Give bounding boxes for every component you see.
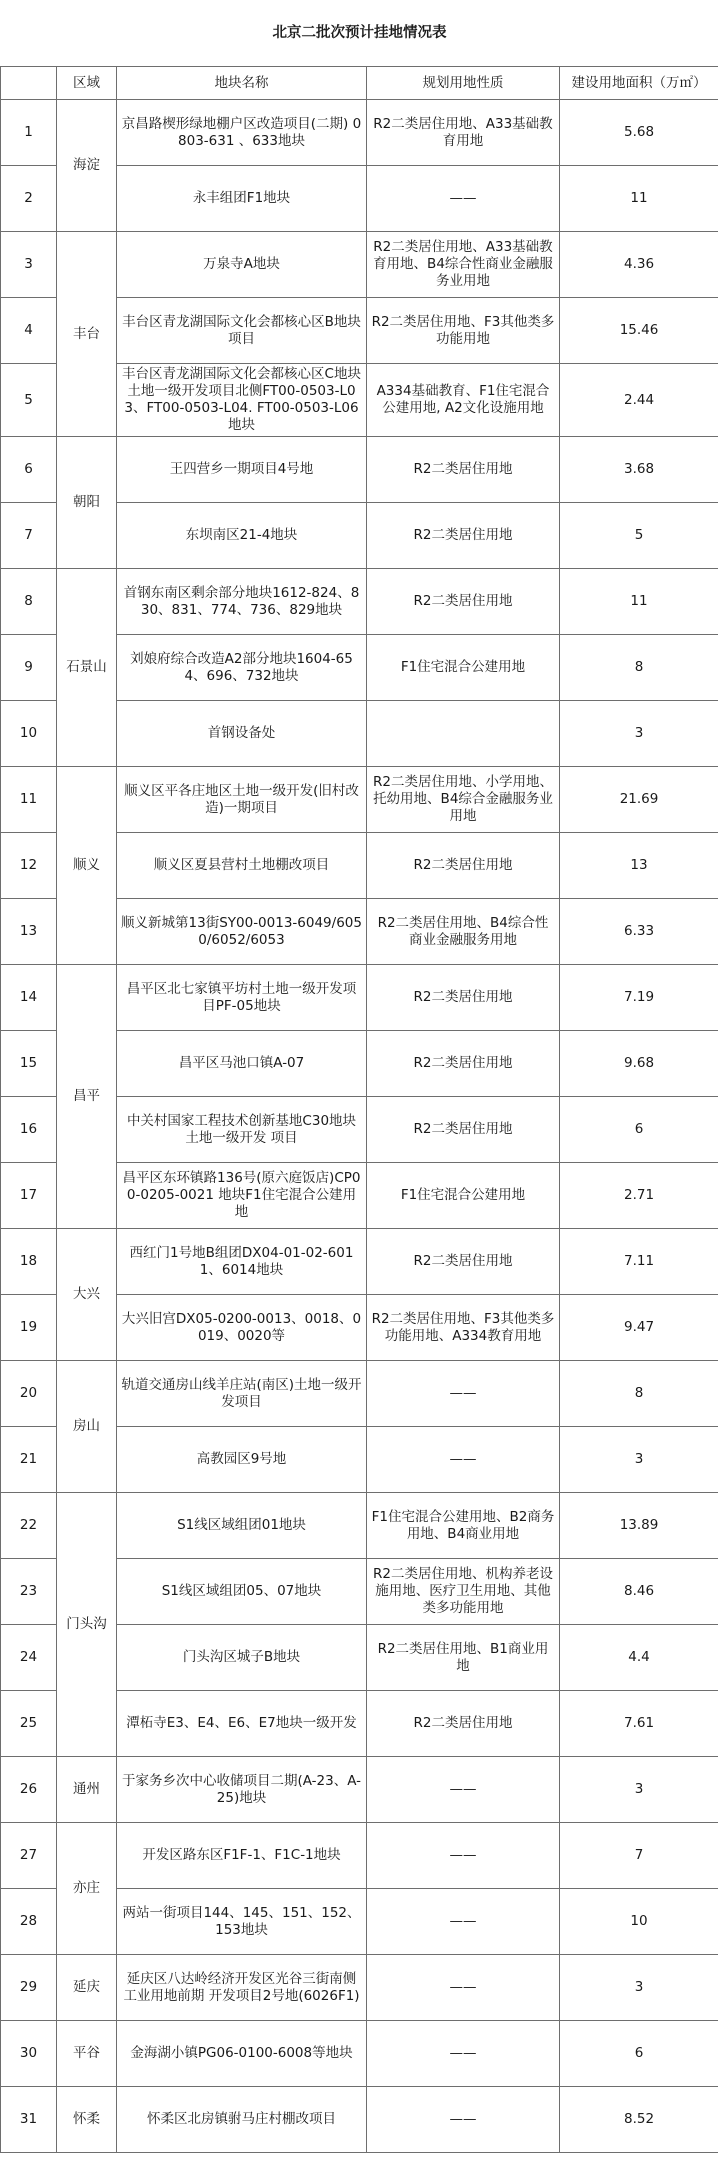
parcel-name-cell: 大兴旧宫DX05-0200-0013、0018、0019、0020等	[117, 1295, 367, 1361]
row-index: 18	[1, 1229, 57, 1295]
district-cell: 昌平	[57, 965, 117, 1229]
land-use-cell: A334基础教育、F1住宅混合公建用地, A2文化设施用地	[367, 364, 560, 437]
row-index: 13	[1, 899, 57, 965]
parcel-name-cell: 万泉寺A地块	[117, 232, 367, 298]
table-row	[1, 1823, 718, 1889]
parcel-name-cell: 于家务乡次中心收储项目二期(A-23、A-25)地块	[117, 1757, 367, 1823]
table-row	[1, 437, 718, 503]
table-title: 北京二批次预计挂地情况表	[1, 1, 718, 67]
land-use-cell: ——	[367, 1823, 560, 1889]
district-cell: 延庆	[57, 1955, 117, 2021]
row-index: 21	[1, 1427, 57, 1493]
row-index: 20	[1, 1361, 57, 1427]
district-cell: 房山	[57, 1361, 117, 1493]
land-use-cell: R2二类居住用地、A33基础教育用地	[367, 100, 560, 166]
parcel-name-cell: 顺义新城第13街SY00-0013-6049/6050/6052/6053	[117, 899, 367, 965]
land-use-cell: ——	[367, 1955, 560, 2021]
parcel-name-cell: 门头沟区城子B地块	[117, 1625, 367, 1691]
row-index: 11	[1, 767, 57, 833]
parcel-name-cell: S1线区域组团05、07地块	[117, 1559, 367, 1625]
table-row	[1, 1229, 718, 1295]
row-index: 16	[1, 1097, 57, 1163]
area-cell: 9.68	[560, 1031, 718, 1097]
parcel-name-cell: 王四营乡一期项目4号地	[117, 437, 367, 503]
district-cell: 朝阳	[57, 437, 117, 569]
parcel-name-cell: 潭柘寺E3、E4、E6、E7地块一级开发	[117, 1691, 367, 1757]
land-use-cell: R2二类居住用地	[367, 965, 560, 1031]
area-cell: 21.69	[560, 767, 718, 833]
table-row	[1, 1493, 718, 1559]
parcel-name-cell: 永丰组团F1地块	[117, 166, 367, 232]
row-index: 3	[1, 232, 57, 298]
area-cell: 3.68	[560, 437, 718, 503]
land-use-cell: ——	[367, 1361, 560, 1427]
land-use-cell: R2二类居住用地、B1商业用地	[367, 1625, 560, 1691]
land-use-cell: R2二类居住用地、机构养老设施用地、医疗卫生用地、其他类多功能用地	[367, 1559, 560, 1625]
land-use-cell: R2二类居住用地	[367, 437, 560, 503]
area-cell: 8	[560, 1361, 718, 1427]
row-index: 24	[1, 1625, 57, 1691]
row-index: 28	[1, 1889, 57, 1955]
land-use-cell: R2二类居住用地、B4综合性商业金融服务用地	[367, 899, 560, 965]
district-cell: 顺义	[57, 767, 117, 965]
land-use-cell: R2二类居住用地、A33基础教育用地、B4综合性商业金融服务业用地	[367, 232, 560, 298]
area-cell: 3	[560, 1955, 718, 2021]
table-row	[1, 1955, 718, 2021]
land-use-cell: R2二类居住用地	[367, 1097, 560, 1163]
district-cell: 亦庄	[57, 1823, 117, 1955]
table-row	[1, 569, 718, 635]
table-row	[1, 767, 718, 833]
area-cell: 6	[560, 2021, 718, 2087]
area-cell: 6.33	[560, 899, 718, 965]
row-index: 17	[1, 1163, 57, 1229]
land-use-cell: ——	[367, 1889, 560, 1955]
area-cell: 7	[560, 1823, 718, 1889]
parcel-name-cell: 怀柔区北房镇驸马庄村棚改项目	[117, 2087, 367, 2153]
row-index: 2	[1, 166, 57, 232]
table-row	[1, 2087, 718, 2153]
row-index: 22	[1, 1493, 57, 1559]
land-use-cell: R2二类居住用地、F3其他类多功能用地	[367, 298, 560, 364]
land-use-cell: ——	[367, 1427, 560, 1493]
parcel-name-cell: 东坝南区21-4地块	[117, 503, 367, 569]
parcel-name-cell: 首钢设备处	[117, 701, 367, 767]
area-cell: 3	[560, 701, 718, 767]
land-use-cell: F1住宅混合公建用地	[367, 635, 560, 701]
row-index: 23	[1, 1559, 57, 1625]
land-use-cell: R2二类居住用地	[367, 1691, 560, 1757]
table-row	[1, 1361, 718, 1427]
area-cell: 5.68	[560, 100, 718, 166]
row-index: 1	[1, 100, 57, 166]
row-index: 9	[1, 635, 57, 701]
area-cell: 2.71	[560, 1163, 718, 1229]
land-use-cell: ——	[367, 2087, 560, 2153]
parcel-name-cell: 首钢东南区剩余部分地块1612-824、830、831、774、736、829地块	[117, 569, 367, 635]
parcel-name-cell: S1线区域组团01地块	[117, 1493, 367, 1559]
area-cell: 2.44	[560, 364, 718, 437]
area-cell: 15.46	[560, 298, 718, 364]
area-cell: 13	[560, 833, 718, 899]
header-land-use: 规划用地性质	[367, 67, 560, 100]
parcel-name-cell: 昌平区东环镇路136号(原六庭饭店)CP00-0205-0021 地块F1住宅混合公建用地	[117, 1163, 367, 1229]
land-use-cell: F1住宅混合公建用地、B2商务用地、B4商业用地	[367, 1493, 560, 1559]
land-use-cell: R2二类居住用地、F3其他类多功能用地、A334教育用地	[367, 1295, 560, 1361]
district-cell: 大兴	[57, 1229, 117, 1361]
area-cell: 13.89	[560, 1493, 718, 1559]
row-index: 8	[1, 569, 57, 635]
row-index: 6	[1, 437, 57, 503]
row-index: 30	[1, 2021, 57, 2087]
area-cell: 3	[560, 1427, 718, 1493]
parcel-name-cell: 刘娘府综合改造A2部分地块1604-654、696、732地块	[117, 635, 367, 701]
district-cell: 通州	[57, 1757, 117, 1823]
land-use-cell: ——	[367, 2021, 560, 2087]
parcel-name-cell: 顺义区平各庄地区土地一级开发(旧村改造)一期项目	[117, 767, 367, 833]
district-cell: 怀柔	[57, 2087, 117, 2153]
district-cell: 石景山	[57, 569, 117, 767]
header-index	[1, 67, 57, 100]
table-row	[1, 232, 718, 298]
land-use-cell: R2二类居住用地、小学用地、托幼用地、B4综合金融服务业用地	[367, 767, 560, 833]
area-cell: 4.4	[560, 1625, 718, 1691]
row-index: 15	[1, 1031, 57, 1097]
parcel-name-cell: 西红门1号地B组团DX04-01-02-6011、6014地块	[117, 1229, 367, 1295]
parcel-name-cell: 顺义区夏县营村土地棚改项目	[117, 833, 367, 899]
header-area: 建设用地面积（万㎡）	[560, 67, 718, 100]
parcel-name-cell: 中关村国家工程技术创新基地C30地块土地一级开发 项目	[117, 1097, 367, 1163]
row-index: 31	[1, 2087, 57, 2153]
parcel-name-cell: 轨道交通房山线羊庄站(南区)土地一级开发项目	[117, 1361, 367, 1427]
area-cell: 4.36	[560, 232, 718, 298]
row-index: 4	[1, 298, 57, 364]
area-cell: 6	[560, 1097, 718, 1163]
area-cell: 8	[560, 635, 718, 701]
land-use-cell	[367, 701, 560, 767]
area-cell: 3	[560, 1757, 718, 1823]
district-cell: 门头沟	[57, 1493, 117, 1757]
row-index: 25	[1, 1691, 57, 1757]
area-cell: 11	[560, 166, 718, 232]
table-row	[1, 965, 718, 1031]
land-use-cell: ——	[367, 1757, 560, 1823]
district-cell: 平谷	[57, 2021, 117, 2087]
district-cell: 海淀	[57, 100, 117, 232]
parcel-name-cell: 昌平区马池口镇A-07	[117, 1031, 367, 1097]
district-cell: 丰台	[57, 232, 117, 437]
row-index: 10	[1, 701, 57, 767]
parcel-name-cell: 延庆区八达岭经济开发区光谷三街南侧工业用地前期 开发项目2号地(6026F1)	[117, 1955, 367, 2021]
land-use-cell: R2二类居住用地	[367, 1031, 560, 1097]
row-index: 14	[1, 965, 57, 1031]
land-use-cell: ——	[367, 166, 560, 232]
land-use-cell: R2二类居住用地	[367, 833, 560, 899]
parcel-name-cell: 高教园区9号地	[117, 1427, 367, 1493]
parcel-name-cell: 昌平区北七家镇平坊村土地一级开发项目PF-05地块	[117, 965, 367, 1031]
row-index: 29	[1, 1955, 57, 2021]
area-cell: 5	[560, 503, 718, 569]
table-row	[1, 1757, 718, 1823]
parcel-name-cell: 丰台区青龙湖国际文化会都核心区B地块项目	[117, 298, 367, 364]
header-parcel-name: 地块名称	[117, 67, 367, 100]
row-index: 5	[1, 364, 57, 437]
area-cell: 9.47	[560, 1295, 718, 1361]
parcel-name-cell: 京昌路楔形绿地棚户区改造项目(二期) 0803-631 、633地块	[117, 100, 367, 166]
area-cell: 7.61	[560, 1691, 718, 1757]
parcel-name-cell: 两站一街项目144、145、151、152、153地块	[117, 1889, 367, 1955]
row-index: 7	[1, 503, 57, 569]
land-use-cell: F1住宅混合公建用地	[367, 1163, 560, 1229]
land-use-cell: R2二类居住用地	[367, 503, 560, 569]
row-index: 19	[1, 1295, 57, 1361]
land-use-cell: R2二类居住用地	[367, 569, 560, 635]
area-cell: 10	[560, 1889, 718, 1955]
area-cell: 8.46	[560, 1559, 718, 1625]
area-cell: 7.19	[560, 965, 718, 1031]
row-index: 12	[1, 833, 57, 899]
parcel-name-cell: 开发区路东区F1F-1、F1C-1地块	[117, 1823, 367, 1889]
row-index: 27	[1, 1823, 57, 1889]
area-cell: 7.11	[560, 1229, 718, 1295]
parcel-name-cell: 丰台区青龙湖国际文化会都核心区C地块土地一级开发项目北侧FT00-0503-L03、FT00-0503-L04. FT00-0503-L06地块	[117, 364, 367, 437]
parcel-name-cell: 金海湖小镇PG06-0100-6008等地块	[117, 2021, 367, 2087]
table-row	[1, 2021, 718, 2087]
table-row	[1, 100, 718, 166]
header-district: 区域	[57, 67, 117, 100]
land-use-cell: R2二类居住用地	[367, 1229, 560, 1295]
row-index: 26	[1, 1757, 57, 1823]
area-cell: 8.52	[560, 2087, 718, 2153]
area-cell: 11	[560, 569, 718, 635]
